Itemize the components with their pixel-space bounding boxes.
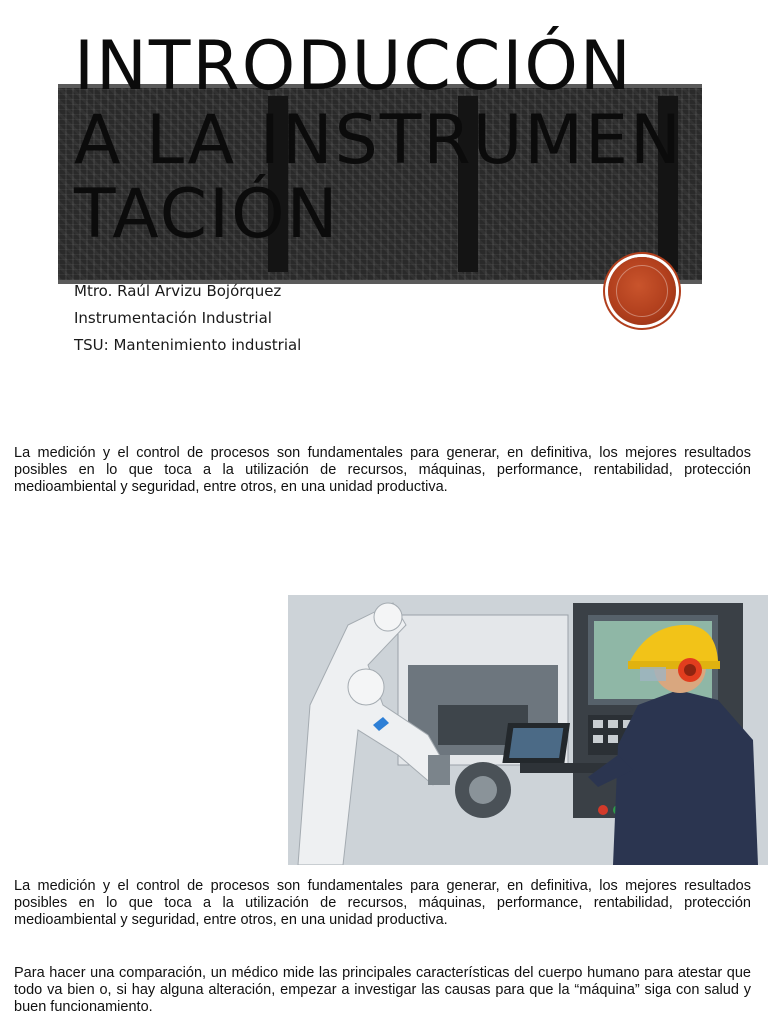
subtitle-block bbox=[74, 278, 301, 359]
program-line: TSU: Mantenimiento industrial bbox=[74, 336, 302, 354]
author-line: Mtro. Raúl Arvizu Bojórquez bbox=[74, 282, 282, 300]
seal-icon bbox=[608, 257, 676, 325]
comparison-paragraph: Para hacer una comparación, un médico mide las principales características del cuerpo humano para atestar que todo va bien o, si hay alguna alteración, empezar a investigar las causas para que la “máquina” siga con salud y buen funcionamiento. bbox=[14, 965, 751, 1015]
industrial-photo bbox=[288, 595, 768, 865]
subject-line: Instrumentación Industrial bbox=[74, 309, 272, 327]
page-title: INTRODUCCIÓN A LA INSTRUMENTACIÓN bbox=[74, 27, 683, 254]
repeat-paragraph: La medición y el control de procesos son fundamentales para generar, en definitiva, los mejores resultados posibles en lo que toca a la utilización de recursos, máquinas, performance, rentabilidad, protección medioambiental y seguridad, entre otros, en una unidad productiva. bbox=[14, 878, 751, 928]
intro-paragraph: La medición y el control de procesos son fundamentales para generar, en definitiva, los mejores resultados posibles en lo que toca a la utilización de recursos, máquinas, performance, rentabilidad, protección medioambiental y seguridad, entre otros, en una unidad productiva. bbox=[14, 445, 751, 495]
